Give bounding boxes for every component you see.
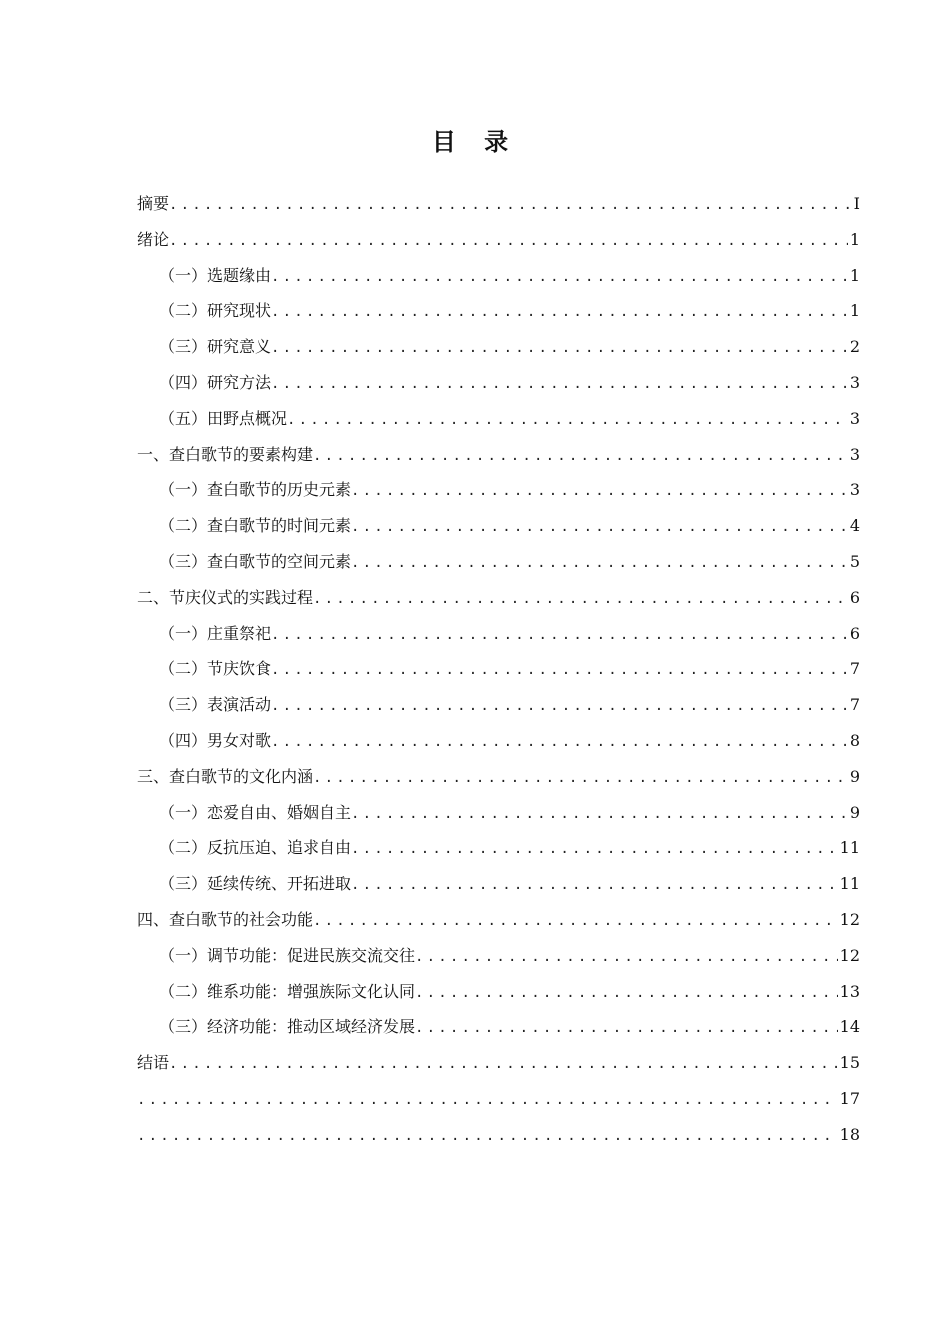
toc-leader-dots [271, 689, 848, 725]
toc-entry-page: 9 [849, 802, 860, 822]
toc-entry-page: 12 [839, 945, 860, 965]
toc-entry [137, 616, 860, 652]
toc-leader-dots [271, 367, 848, 403]
toc-leader-dots [313, 761, 848, 797]
toc-entry [137, 866, 860, 902]
toc-entry-page: 3 [849, 408, 860, 428]
toc-entry-page: 1 [849, 265, 860, 285]
toc-entry [137, 1117, 860, 1153]
toc-leader-dots [351, 546, 848, 582]
toc-entry [137, 795, 860, 831]
toc-entry-page: 15 [839, 1053, 860, 1073]
toc-entry-page: 18 [839, 1124, 860, 1144]
toc-leader-dots [137, 1083, 838, 1119]
toc-entry-label: （一）庄重祭祀 [159, 623, 272, 643]
toc-entry [137, 687, 860, 723]
toc-leader-dots [313, 904, 838, 940]
toc-entry [137, 974, 860, 1010]
toc-entry-page: 12 [839, 909, 860, 929]
toc-entry [137, 723, 860, 759]
toc-entry-page: 6 [849, 587, 860, 607]
toc-entry-page: 3 [849, 480, 860, 500]
toc-entry [137, 938, 860, 974]
toc-entry-label: （三）延续传统、开拓进取 [159, 874, 352, 894]
toc-title: 目 录 [431, 128, 519, 156]
toc-entry-label: （三）表演活动 [159, 695, 272, 715]
toc-entry-label: （三）经济功能：推动区域经济发展 [159, 1017, 416, 1037]
toc-entry [137, 1045, 860, 1081]
toc-entry-label: （二）维系功能：增强族际文化认同 [159, 981, 416, 1001]
toc-leader-dots [169, 1047, 838, 1083]
toc-entry-label: 三、查白歌节的文化内涵 [137, 766, 314, 786]
toc-entry-label: （二）节庆饮食 [159, 659, 272, 679]
toc-leader-dots [351, 832, 838, 868]
toc-entry [137, 544, 860, 580]
toc-entry-label: （五）田野点概况 [159, 408, 288, 428]
toc-leader-dots [169, 188, 852, 224]
toc-entry-page: 3 [849, 372, 860, 392]
toc-entry [137, 651, 860, 687]
toc-entry [137, 472, 860, 508]
toc-entry-page: 17 [839, 1088, 860, 1108]
toc-entry-page: 1 [849, 229, 860, 249]
toc-leader-dots [287, 403, 848, 439]
toc-entry-label: 四、查白歌节的社会功能 [137, 909, 314, 929]
toc-entry [137, 365, 860, 401]
toc-entry-label: （四）研究方法 [159, 372, 272, 392]
toc-leader-dots [271, 618, 848, 654]
toc-leader-dots [271, 725, 848, 761]
toc-entry [137, 222, 860, 258]
table-of-contents [137, 186, 860, 1153]
toc-entry-label: （一）恋爱自由、婚姻自主 [159, 802, 352, 822]
toc-entry [137, 258, 860, 294]
toc-entry [137, 759, 860, 795]
toc-entry [137, 1009, 860, 1045]
toc-entry [137, 1081, 860, 1117]
toc-entry-label: （一）查白歌节的历史元素 [159, 480, 352, 500]
toc-leader-dots [415, 976, 838, 1012]
toc-leader-dots [137, 1119, 838, 1155]
toc-leader-dots [351, 474, 848, 510]
toc-leader-dots [271, 260, 848, 296]
toc-entry-page: 6 [849, 623, 860, 643]
toc-entry-label: （二）研究现状 [159, 301, 272, 321]
toc-entry-page: 5 [849, 551, 860, 571]
toc-leader-dots [313, 439, 848, 475]
toc-leader-dots [271, 653, 848, 689]
toc-leader-dots [351, 510, 848, 546]
toc-entry-label: （二）查白歌节的时间元素 [159, 516, 352, 536]
toc-entry-page: 9 [849, 766, 860, 786]
toc-entry [137, 580, 860, 616]
toc-entry [137, 186, 860, 222]
toc-entry-page: 8 [849, 730, 860, 750]
toc-entry-page: I [853, 194, 860, 213]
toc-entry-page: 7 [849, 659, 860, 679]
toc-entry-page: 3 [849, 444, 860, 464]
toc-entry-label: 结语 [137, 1053, 170, 1073]
toc-leader-dots [351, 868, 838, 904]
toc-entry-page: 7 [849, 695, 860, 715]
toc-entry-page: 11 [839, 838, 860, 858]
toc-entry-label: （四）男女对歌 [159, 730, 272, 750]
toc-entry [137, 401, 860, 437]
toc-entry-label: （一）调节功能：促进民族交流交往 [159, 945, 416, 965]
toc-entry [137, 830, 860, 866]
toc-entry-label: 绪论 [137, 229, 170, 249]
toc-leader-dots [313, 582, 848, 618]
toc-entry-page: 2 [849, 337, 860, 357]
toc-entry-page: 11 [839, 874, 860, 894]
toc-leader-dots [351, 797, 848, 833]
toc-entry-label: 二、节庆仪式的实践过程 [137, 587, 314, 607]
toc-entry-page: 4 [849, 516, 860, 536]
toc-leader-dots [415, 1011, 838, 1047]
toc-entry-label: （一）选题缘由 [159, 265, 272, 285]
toc-leader-dots [169, 224, 848, 260]
toc-entry-page: 1 [849, 301, 860, 321]
toc-entry-label: 一、查白歌节的要素构建 [137, 444, 314, 464]
toc-entry-page: 14 [839, 1017, 860, 1037]
toc-entry [137, 293, 860, 329]
toc-entry-label: （三）查白歌节的空间元素 [159, 551, 352, 571]
toc-entry [137, 902, 860, 938]
toc-leader-dots [415, 940, 838, 976]
toc-leader-dots [271, 295, 848, 331]
toc-leader-dots [271, 331, 848, 367]
toc-entry [137, 329, 860, 365]
toc-entry-label: （二）反抗压迫、追求自由 [159, 838, 352, 858]
toc-entry [137, 437, 860, 473]
toc-entry-page: 13 [839, 981, 860, 1001]
toc-entry-label: 摘要 [137, 194, 170, 213]
toc-entry-label: （三）研究意义 [159, 337, 272, 357]
toc-entry [137, 508, 860, 544]
